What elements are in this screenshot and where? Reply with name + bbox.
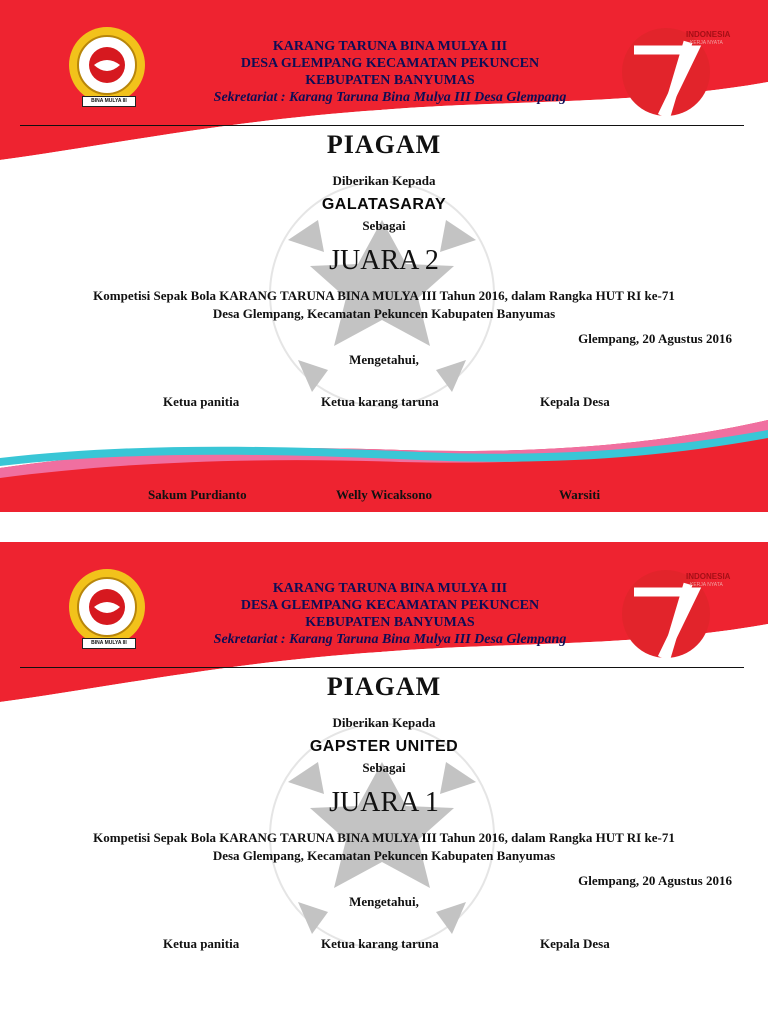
signer-role-3: Kepala Desa: [540, 394, 610, 409]
organization-line-1: KARANG TARUNA BINA MULYA III: [272, 581, 508, 596]
logo-caption: BINA MULYA III: [82, 638, 136, 649]
secretariat: Sekretariat : Karang Taruna Bina Mulya III Desa Glempang: [213, 90, 567, 105]
acknowledged-label: Mengetahui,: [349, 352, 419, 367]
signer-name-1: Sakum Purdianto: [148, 487, 247, 502]
signer-role-1: Ketua panitia: [163, 936, 240, 951]
certificate-title: PIAGAM: [326, 130, 442, 159]
hut-badge-suffix: TH: [684, 592, 694, 599]
signer-name-2: Welly Wicaksono: [336, 487, 432, 502]
karang-taruna-logo: [64, 567, 150, 649]
signer-role-1: Ketua panitia: [163, 394, 240, 409]
hut-badge-label: INDONESIA: [686, 572, 731, 581]
signer-name-3: Warsiti: [559, 487, 601, 502]
place-date: Glempang, 20 Agustus 2016: [578, 873, 732, 888]
place-date: Glempang, 20 Agustus 2016: [578, 331, 732, 346]
as-label: Sebagai: [362, 218, 406, 233]
hut-badge-label: INDONESIA: [686, 30, 731, 39]
certificate-2: [0, 542, 768, 1024]
karang-taruna-logo: [64, 25, 150, 107]
as-label: Sebagai: [362, 760, 406, 775]
recipient-name: GALATASARAY: [321, 196, 447, 213]
recipient-name: GAPSTER UNITED: [309, 738, 459, 755]
hut-badge-sub: KERJA NYATA: [690, 40, 723, 46]
given-to-label: Diberikan Kepada: [332, 173, 436, 188]
header-divider: [20, 125, 744, 126]
award-title: JUARA 2: [329, 245, 439, 276]
signer-role-2: Ketua karang taruna: [321, 936, 439, 951]
description-line-2: Desa Glempang, Kecamatan Pekuncen Kabupaten Banyumas: [212, 306, 556, 321]
acknowledged-label: Mengetahui,: [349, 894, 419, 909]
description-line-1: Kompetisi Sepak Bola KARANG TARUNA BINA MULYA III Tahun 2016, dalam Rangka HUT RI ke-71: [93, 830, 675, 845]
hut-badge-suffix: TH: [684, 50, 694, 57]
organization-line-1: KARANG TARUNA BINA MULYA III: [272, 39, 508, 54]
given-to-label: Diberikan Kepada: [332, 715, 436, 730]
header-divider: [20, 667, 744, 668]
signer-role-3: Kepala Desa: [540, 936, 610, 951]
logo-caption: BINA MULYA III: [82, 96, 136, 107]
organization-line-2: DESA GLEMPANG KECAMATAN PEKUNCEN: [240, 56, 540, 71]
award-title: JUARA 1: [329, 787, 439, 818]
signer-role-2: Ketua karang taruna: [321, 394, 439, 409]
description-line-2: Desa Glempang, Kecamatan Pekuncen Kabupaten Banyumas: [212, 848, 556, 863]
certificate-title: PIAGAM: [326, 672, 442, 701]
organization-line-2: DESA GLEMPANG KECAMATAN PEKUNCEN: [240, 598, 540, 613]
hut-badge-sub: KERJA NYATA: [690, 582, 723, 588]
description-line-1: Kompetisi Sepak Bola KARANG TARUNA BINA MULYA III Tahun 2016, dalam Rangka HUT RI ke-71: [93, 288, 675, 303]
secretariat: Sekretariat : Karang Taruna Bina Mulya III Desa Glempang: [213, 632, 567, 647]
organization-line-3: KEBUPATEN BANYUMAS: [305, 615, 475, 630]
organization-line-3: KEBUPATEN BANYUMAS: [305, 73, 475, 88]
